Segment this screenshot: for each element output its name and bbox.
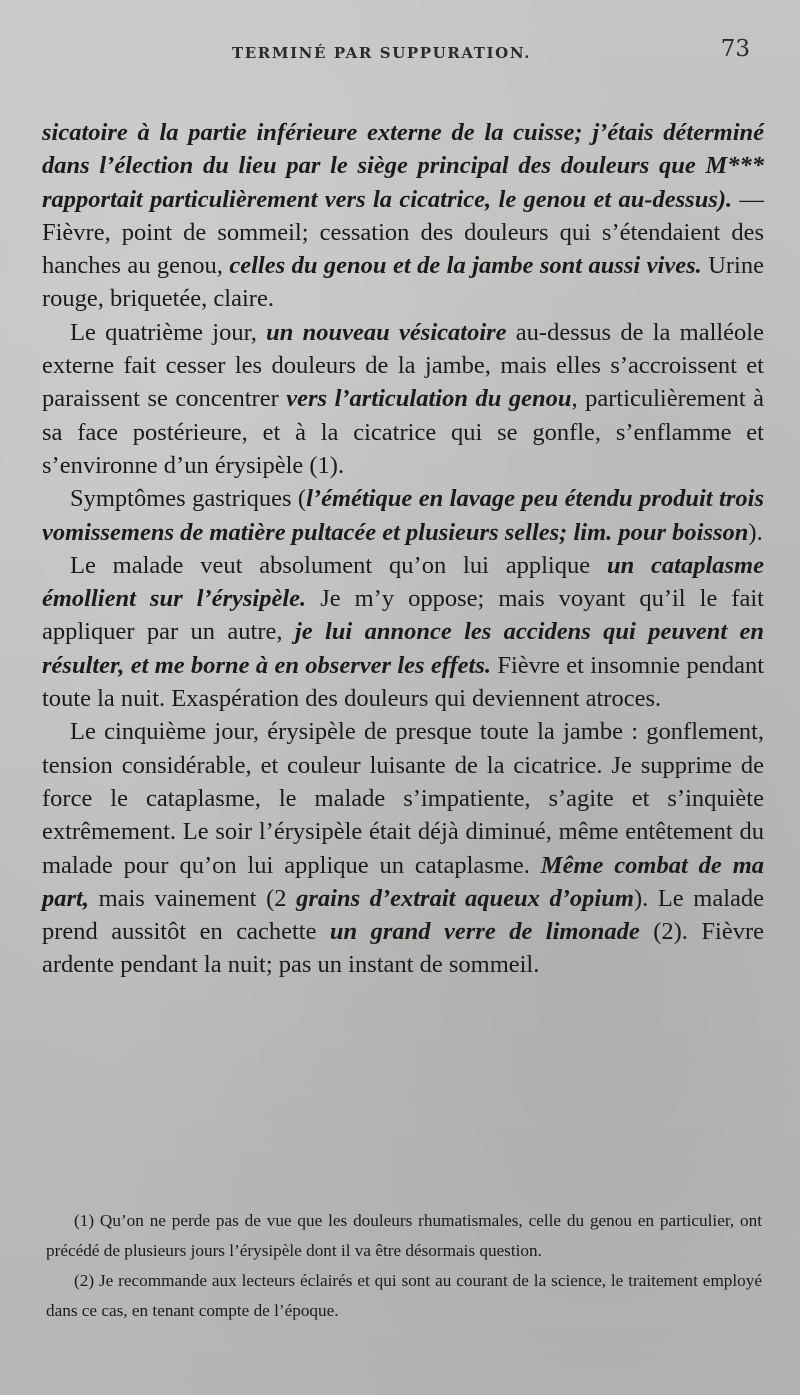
roman-text: Le quatrième jour, [70,318,267,346]
roman-text: au-dessus de la malléole externe fait cesser les douleurs de la jambe, mais elles s’accroissent et paraissent se concentrer [42,318,764,413]
roman-text: ). Le malade prend aussitôt en cachette [42,884,764,946]
page-number: 73 [720,36,750,62]
italic-text: Même combat de ma part, [42,851,765,912]
roman-text: ). [748,518,763,546]
roman-text: , particulièrement à sa face postérieure, et à la cicatrice qui se gonfle, s’enflamme et s’environne d’un érysipèle (1). [42,385,765,479]
italic-text: vers l’articulation du genou [286,385,572,413]
page-header [42,28,764,68]
body-text [42,116,764,982]
italic-text: un grand verre de limonade [329,918,640,946]
running-head: TERMINÉ PAR SUPPURATION. [232,44,532,62]
italic-text: celles du genou et de la jambe sont aussi vives. [229,252,702,280]
paragraph [42,715,764,981]
footnote-1: (1) Qu’on ne perde pas de vue que les douleurs rhumatismales, celle du genou en particulier, ont précédé de plusieurs jours l’érysipèle dont il va être désormais question. [46,1211,762,1260]
paragraph [42,116,764,316]
italic-text: un cataplasme émollient sur l’érysipèle. [42,551,764,613]
roman-text: Symptômes gastriques ( [70,485,307,513]
roman-text: (2). Fièvre ardente pendant la nuit; pas un instant de sommeil. [42,918,764,979]
roman-text: Le cinquième jour, érysipèle de presque toute la jambe : gonflement, tension considérable, et couleur luisante de la cicatrice. Je supprime de force le cataplasme, le malade s’impatiente, s’agite et s’inquiète extrêmement. Le soir l’érysipèle était déjà diminué, même entêtement du malade pour qu’on lui applique un cataplasme. [42,718,764,879]
roman-text: Je m’y oppose; mais voyant qu’il le fait appliquer par un autre, [42,585,764,646]
italic-text: un nouveau vésicatoire [266,318,507,346]
italic-text: je lui annonce les accidens qui peuvent en résulter, et me borne à en observer les effets. [42,618,764,679]
italic-text: sicatoire à la partie inférieure externe de la cuisse; j’étais déterminé dans l’élection du lieu par le siège principal des douleurs que M*** rapportait particulièrement vers la cicatrice, le genou et au-dessus). [42,119,764,213]
roman-text: Le malade veut absolument qu’on lui applique [70,551,607,579]
italic-text: l’émétique en lavage peu étendu produit trois vomissemens de matière pultacée et plusieurs selles; lim. pour boisson [42,485,764,546]
paragraph [42,482,764,549]
paragraph [42,549,764,715]
roman-text: Fièvre et insomnie pendant toute la nuit. Exaspération des douleurs qui deviennent atroces. [42,651,765,713]
footnote-2: (2) Je recommande aux lecteurs éclairés et qui sont au courant de la science, le traitement employé dans ce cas, en tenant compte de l’époque. [46,1271,762,1320]
footnotes [46,1206,762,1326]
roman-text: Urine rouge, briquetée, claire. [42,252,764,313]
roman-text: — Fièvre, point de sommeil; cessation des douleurs qui s’étendaient des hanches au genou, [42,185,765,280]
roman-text: mais vainement (2 [88,884,297,912]
italic-text: grains d’extrait aqueux d’opium [296,884,634,912]
paragraph [42,316,764,482]
